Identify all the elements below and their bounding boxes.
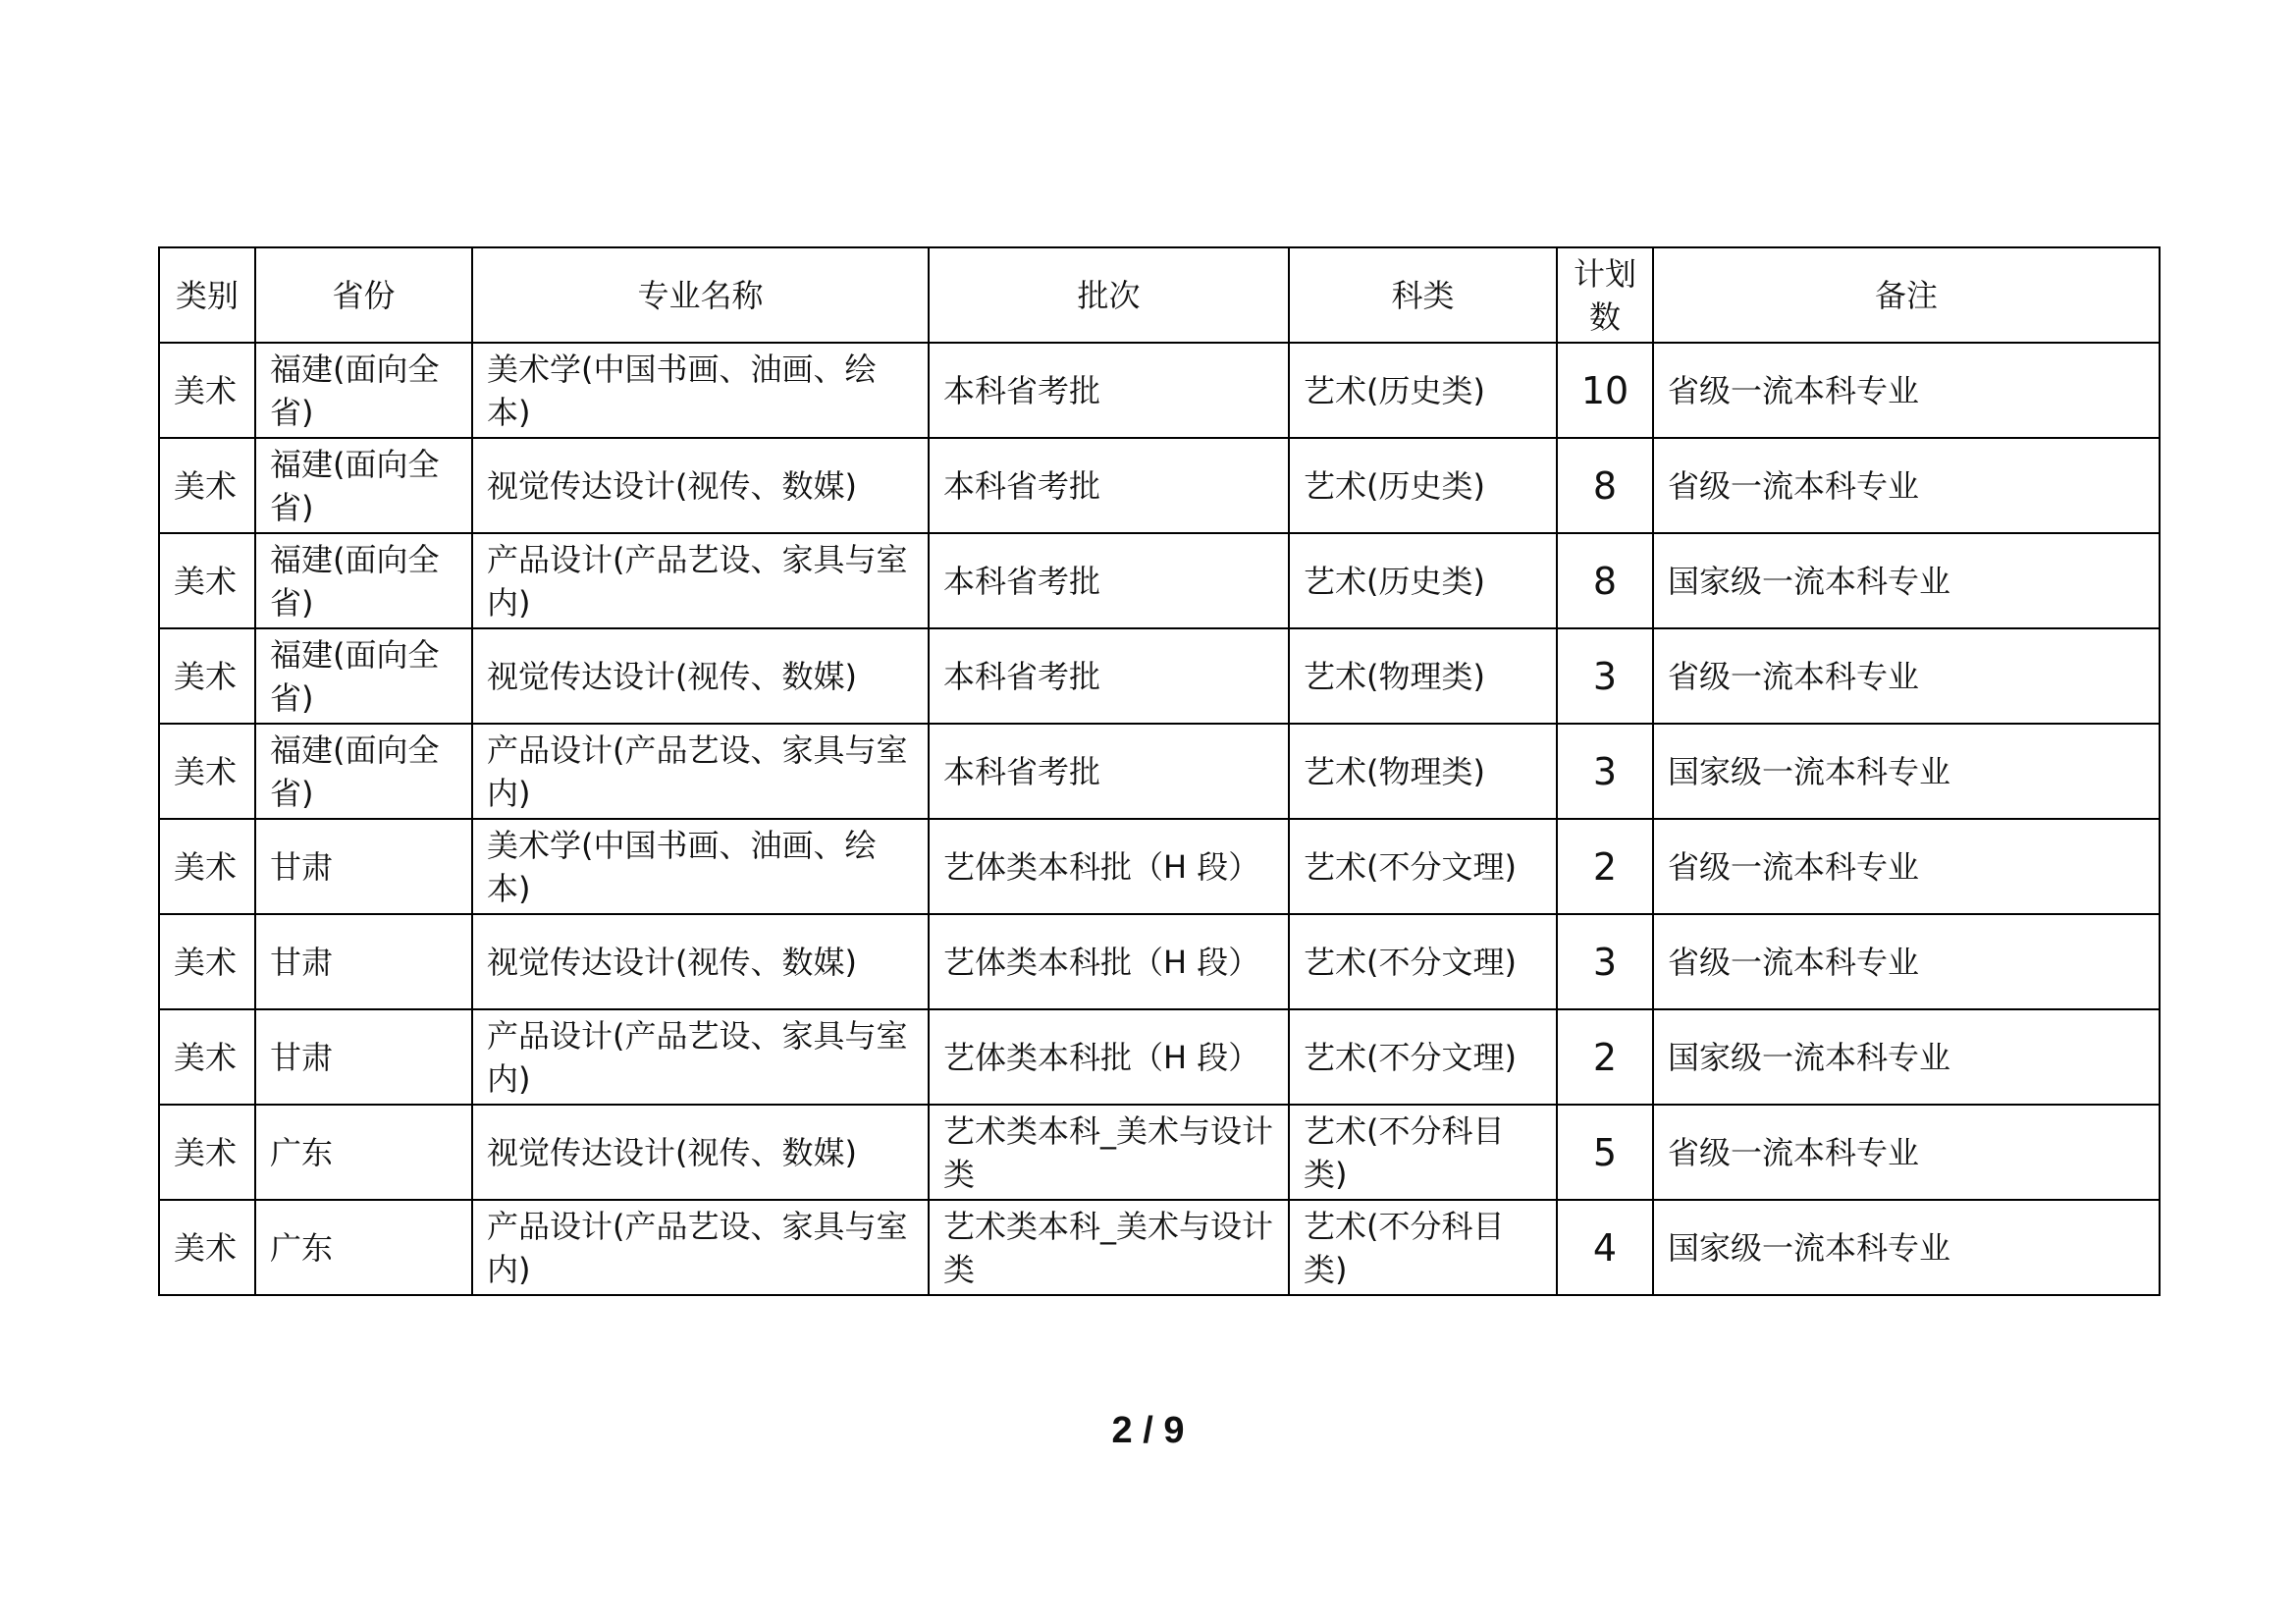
cell-category: 美术 (159, 628, 255, 724)
cell-remarks: 国家级一流本科专业 (1653, 1009, 2160, 1105)
cell-batch: 艺体类本科批（H 段） (929, 819, 1289, 914)
cell-province: 福建(面向全省) (255, 628, 472, 724)
column-header-remarks: 备注 (1653, 247, 2160, 343)
table-row (159, 343, 2160, 438)
table-row (159, 914, 2160, 1009)
cell-major: 美术学(中国书画、油画、绘本) (472, 819, 929, 914)
cell-province: 福建(面向全省) (255, 343, 472, 438)
cell-major: 产品设计(产品艺设、家具与室内) (472, 1009, 929, 1105)
cell-category: 美术 (159, 1200, 255, 1295)
cell-batch: 本科省考批 (929, 438, 1289, 533)
table-row (159, 533, 2160, 628)
cell-province: 甘肃 (255, 914, 472, 1009)
cell-batch: 本科省考批 (929, 533, 1289, 628)
cell-subject-type: 艺术(不分文理) (1289, 819, 1557, 914)
cell-province: 福建(面向全省) (255, 438, 472, 533)
cell-plan-count: 5 (1557, 1105, 1653, 1200)
cell-province: 甘肃 (255, 1009, 472, 1105)
cell-remarks: 省级一流本科专业 (1653, 628, 2160, 724)
column-header-major: 专业名称 (472, 247, 929, 343)
cell-batch: 本科省考批 (929, 628, 1289, 724)
table-row (159, 628, 2160, 724)
cell-category: 美术 (159, 1105, 255, 1200)
cell-remarks: 省级一流本科专业 (1653, 343, 2160, 438)
table-row (159, 438, 2160, 533)
cell-subject-type: 艺术(不分文理) (1289, 1009, 1557, 1105)
cell-plan-count: 10 (1557, 343, 1653, 438)
cell-subject-type: 艺术(历史类) (1289, 438, 1557, 533)
cell-province: 广东 (255, 1105, 472, 1200)
enrollment-plan-table (158, 246, 2161, 1296)
cell-category: 美术 (159, 914, 255, 1009)
cell-province: 甘肃 (255, 819, 472, 914)
table-body (159, 343, 2160, 1295)
cell-remarks: 国家级一流本科专业 (1653, 724, 2160, 819)
cell-major: 视觉传达设计(视传、数媒) (472, 438, 929, 533)
cell-province: 福建(面向全省) (255, 724, 472, 819)
column-header-plan-count: 计划数 (1557, 247, 1653, 343)
cell-major: 视觉传达设计(视传、数媒) (472, 914, 929, 1009)
column-header-category: 类别 (159, 247, 255, 343)
cell-major: 产品设计(产品艺设、家具与室内) (472, 533, 929, 628)
cell-category: 美术 (159, 819, 255, 914)
column-header-province: 省份 (255, 247, 472, 343)
cell-remarks: 省级一流本科专业 (1653, 819, 2160, 914)
cell-plan-count: 2 (1557, 1009, 1653, 1105)
table-row (159, 724, 2160, 819)
cell-subject-type: 艺术(物理类) (1289, 628, 1557, 724)
column-header-batch: 批次 (929, 247, 1289, 343)
cell-batch: 艺术类本科_美术与设计类 (929, 1105, 1289, 1200)
cell-remarks: 国家级一流本科专业 (1653, 533, 2160, 628)
cell-major: 视觉传达设计(视传、数媒) (472, 1105, 929, 1200)
cell-plan-count: 2 (1557, 819, 1653, 914)
table-row (159, 819, 2160, 914)
cell-category: 美术 (159, 438, 255, 533)
column-header-subject-type: 科类 (1289, 247, 1557, 343)
cell-category: 美术 (159, 533, 255, 628)
cell-plan-count: 8 (1557, 533, 1653, 628)
cell-plan-count: 3 (1557, 914, 1653, 1009)
cell-major: 视觉传达设计(视传、数媒) (472, 628, 929, 724)
cell-province: 广东 (255, 1200, 472, 1295)
cell-plan-count: 3 (1557, 628, 1653, 724)
cell-batch: 艺体类本科批（H 段） (929, 914, 1289, 1009)
cell-plan-count: 3 (1557, 724, 1653, 819)
table-row (159, 1200, 2160, 1295)
cell-batch: 艺术类本科_美术与设计类 (929, 1200, 1289, 1295)
cell-plan-count: 4 (1557, 1200, 1653, 1295)
cell-remarks: 国家级一流本科专业 (1653, 1200, 2160, 1295)
cell-batch: 本科省考批 (929, 343, 1289, 438)
table-row (159, 1009, 2160, 1105)
cell-category: 美术 (159, 343, 255, 438)
header-row (159, 247, 2160, 343)
cell-major: 美术学(中国书画、油画、绘本) (472, 343, 929, 438)
cell-subject-type: 艺术(不分文理) (1289, 914, 1557, 1009)
cell-subject-type: 艺术(历史类) (1289, 533, 1557, 628)
table-row (159, 1105, 2160, 1200)
cell-province: 福建(面向全省) (255, 533, 472, 628)
cell-plan-count: 8 (1557, 438, 1653, 533)
cell-subject-type: 艺术(不分科目类) (1289, 1105, 1557, 1200)
cell-remarks: 省级一流本科专业 (1653, 438, 2160, 533)
cell-category: 美术 (159, 724, 255, 819)
cell-category: 美术 (159, 1009, 255, 1105)
cell-subject-type: 艺术(不分科目类) (1289, 1200, 1557, 1295)
page-number: 2 / 9 (1111, 1410, 1185, 1451)
cell-major: 产品设计(产品艺设、家具与室内) (472, 1200, 929, 1295)
cell-subject-type: 艺术(物理类) (1289, 724, 1557, 819)
cell-major: 产品设计(产品艺设、家具与室内) (472, 724, 929, 819)
cell-subject-type: 艺术(历史类) (1289, 343, 1557, 438)
cell-batch: 艺体类本科批（H 段） (929, 1009, 1289, 1105)
cell-remarks: 省级一流本科专业 (1653, 914, 2160, 1009)
cell-batch: 本科省考批 (929, 724, 1289, 819)
cell-remarks: 省级一流本科专业 (1653, 1105, 2160, 1200)
